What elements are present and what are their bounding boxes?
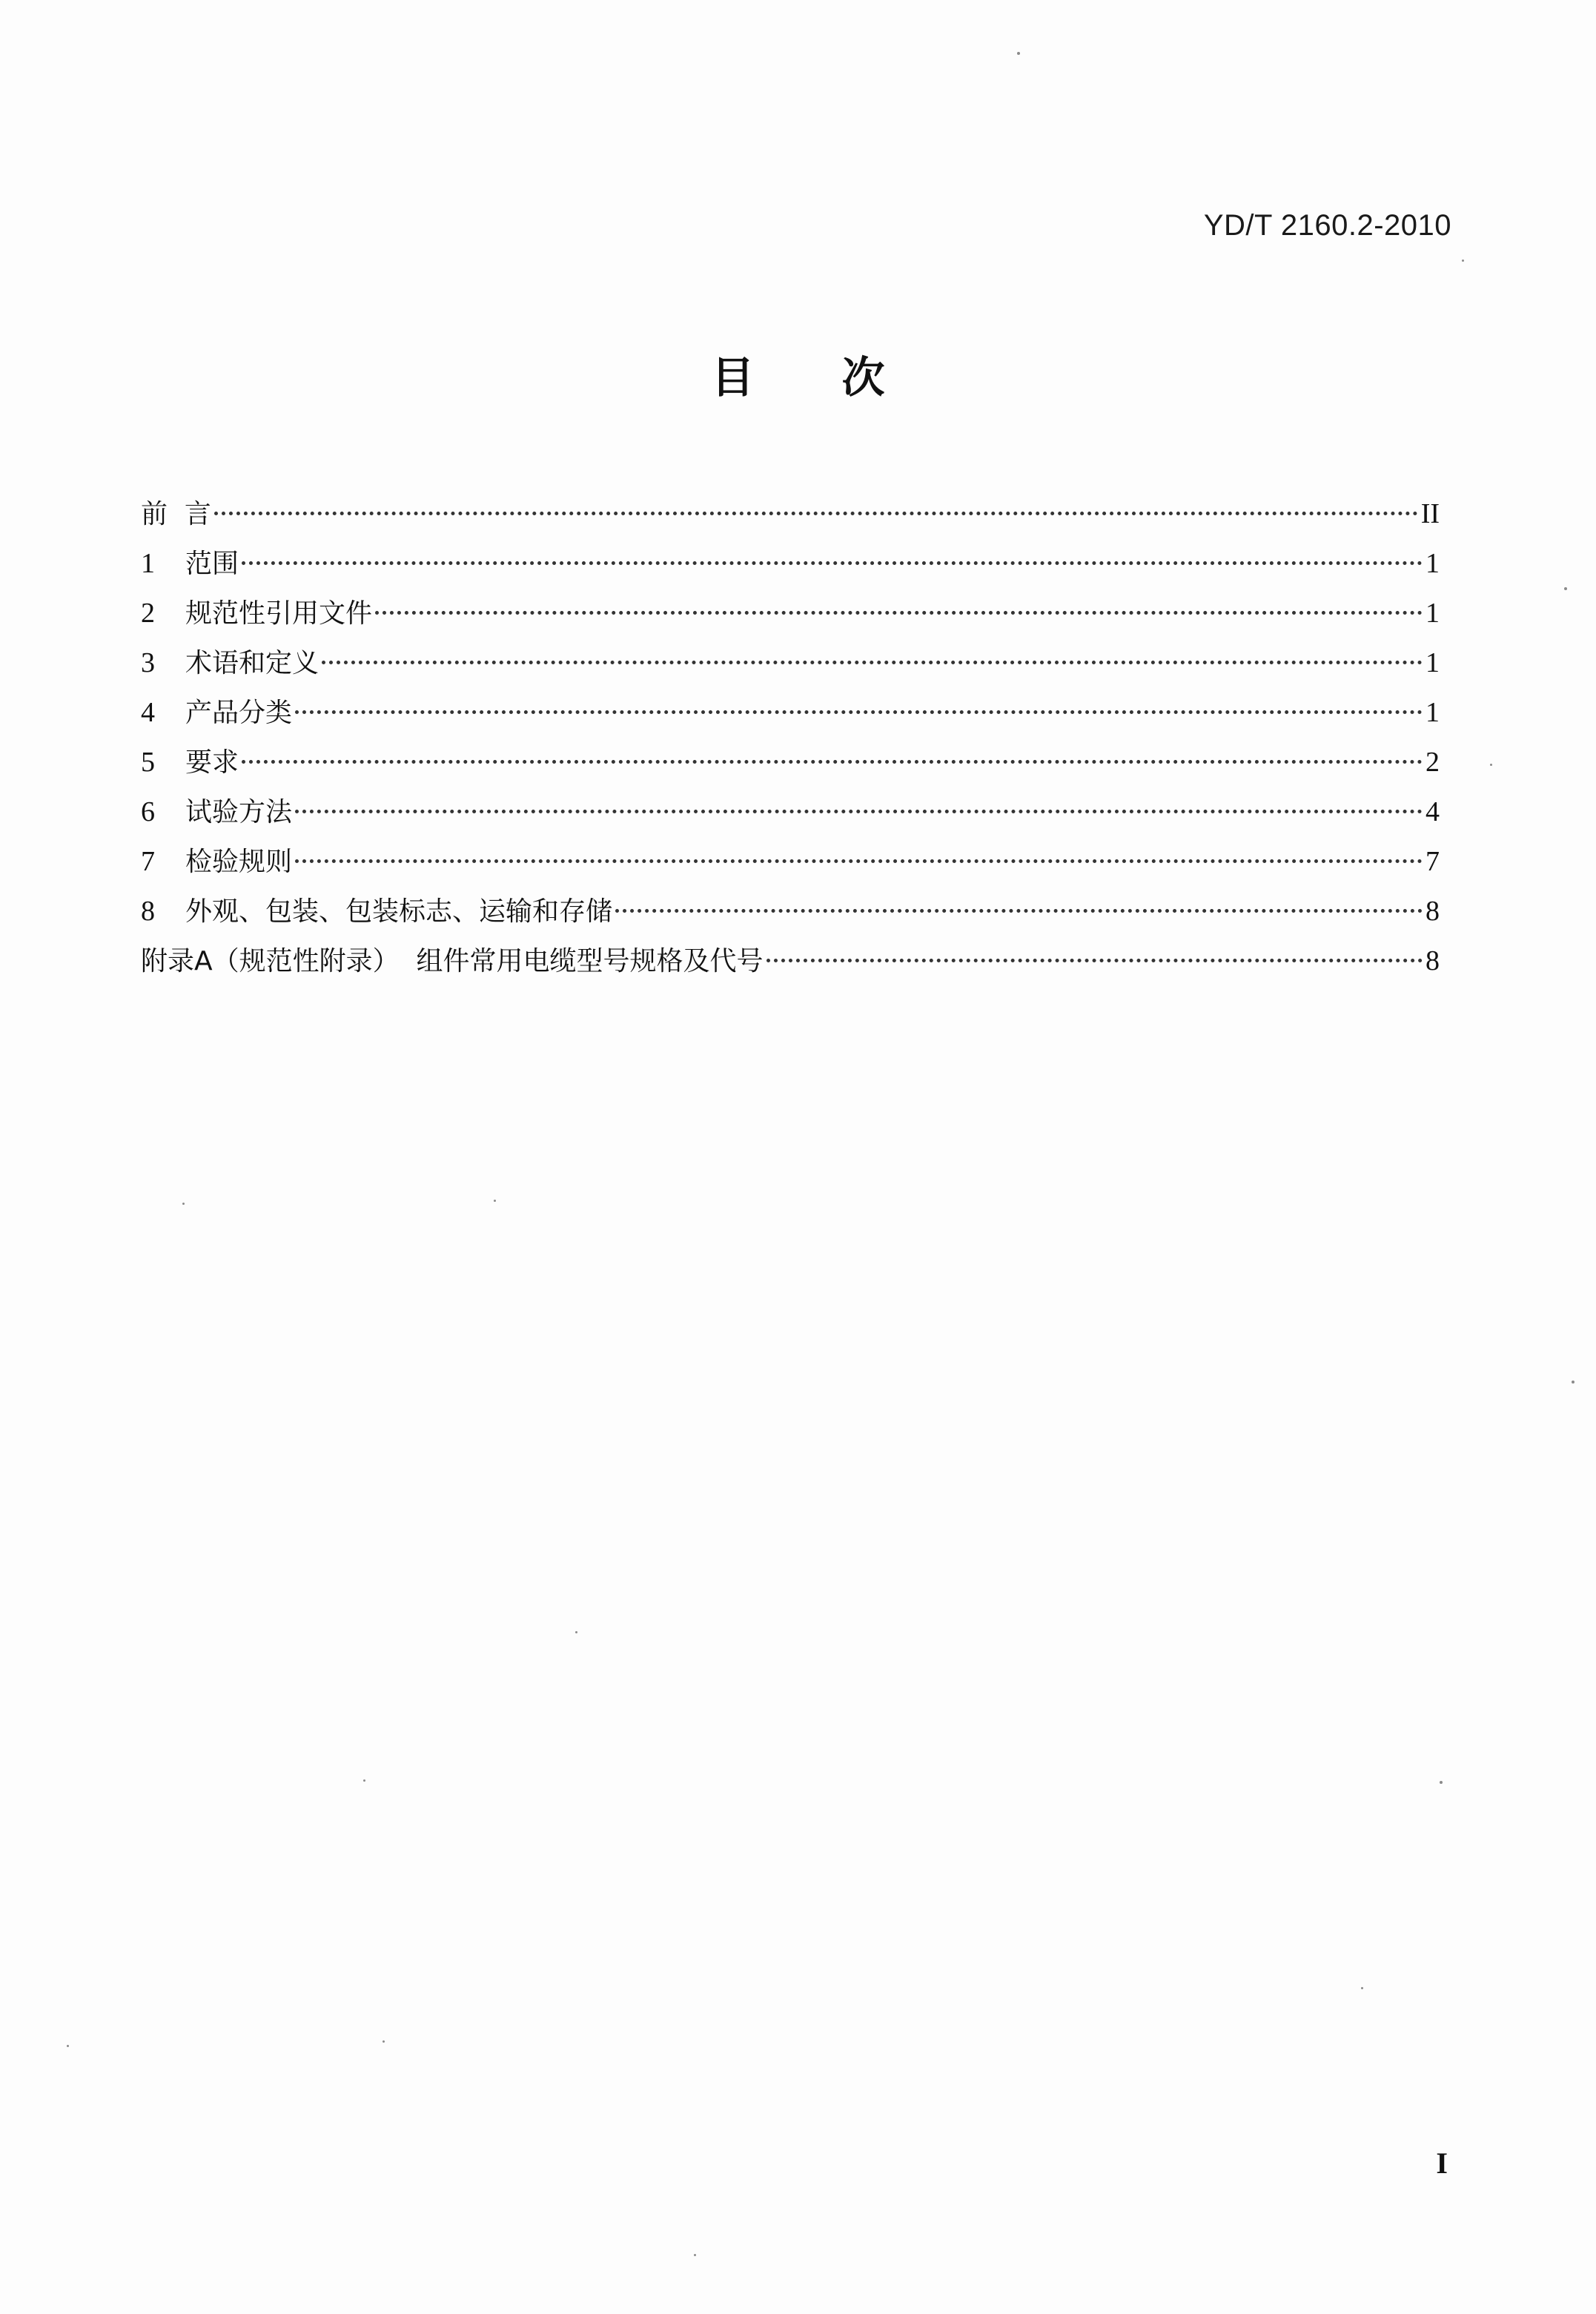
standard-code: YD/T 2160.2-2010: [1203, 209, 1451, 242]
toc-leader-dots: [295, 810, 1423, 813]
scan-speck: [182, 1203, 185, 1205]
toc-entry-number: 3: [141, 647, 155, 678]
toc-leader-dots: [242, 760, 1423, 764]
toc-entry-number: 8: [141, 896, 155, 927]
scan-speck: [494, 1200, 496, 1202]
toc-entry-number: 4: [141, 697, 155, 728]
toc-entry-page: 4: [1426, 796, 1440, 827]
scan-speck: [1017, 52, 1020, 55]
toc-entry-page: 7: [1426, 846, 1440, 877]
scan-speck: [1572, 1381, 1575, 1384]
toc-entry-5[interactable]: [141, 738, 1440, 787]
toc-entry-preface[interactable]: [141, 489, 1440, 539]
toc-leader-dots: [615, 909, 1423, 913]
table-of-contents: [141, 489, 1440, 986]
toc-entry-text: 附录A（规范性附录） 组件常用电缆型号规格及代号: [141, 946, 764, 976]
toc-leader-dots: [322, 661, 1423, 664]
scan-speck: [575, 1631, 577, 1633]
toc-title: [0, 343, 1596, 405]
toc-leader-dots: [295, 710, 1423, 714]
scan-speck: [1564, 587, 1567, 590]
toc-leader-dots: [766, 959, 1423, 962]
toc-entry-appendix-a[interactable]: [141, 936, 1440, 986]
toc-entry-text: 规范性引用文件: [185, 598, 373, 629]
toc-entry-text: 试验方法: [185, 797, 293, 827]
toc-entry-number: 2: [141, 598, 155, 629]
toc-entry-text: 要求: [185, 747, 239, 778]
toc-entry-page: 1: [1426, 598, 1440, 629]
toc-entry-page: 8: [1426, 945, 1440, 976]
scan-speck: [1490, 764, 1492, 766]
toc-entry-page: 1: [1426, 697, 1440, 728]
toc-entry-page: 2: [1426, 747, 1440, 778]
toc-title-part1: 目: [711, 352, 755, 403]
toc-entry-text: 检验规则: [185, 847, 293, 877]
toc-entry-number: 6: [141, 796, 155, 827]
toc-entry-8[interactable]: [141, 887, 1440, 936]
toc-entry-2[interactable]: [141, 589, 1440, 638]
toc-leader-dots: [242, 561, 1423, 565]
toc-entry-text: 外观、包装、包装标志、运输和存储: [185, 896, 613, 927]
toc-leader-dots: [375, 611, 1423, 615]
scan-speck: [363, 1779, 365, 1782]
toc-entry-page: II: [1420, 498, 1440, 529]
scan-speck: [67, 2045, 69, 2047]
toc-leader-dots: [295, 859, 1423, 863]
toc-entry-7[interactable]: [141, 837, 1440, 887]
scan-speck: [694, 2254, 696, 2256]
toc-entry-number: 5: [141, 747, 155, 778]
toc-entry-text: 范围: [185, 549, 239, 579]
toc-entry-text: 术语和定义: [185, 648, 319, 678]
scan-speck: [1462, 260, 1464, 262]
toc-entry-1[interactable]: [141, 539, 1440, 589]
toc-entry-text: 产品分类: [185, 698, 293, 728]
toc-entry-page: 1: [1426, 647, 1440, 678]
scan-speck: [1361, 1987, 1363, 1989]
scan-speck: [1440, 1781, 1443, 1784]
toc-entry-3[interactable]: [141, 638, 1440, 688]
toc-entry-number: 7: [141, 846, 155, 877]
scan-speck: [383, 2040, 385, 2043]
toc-entry-page: 8: [1426, 896, 1440, 927]
toc-entry-text: 前 言: [141, 499, 211, 529]
page-number: I: [1436, 2146, 1448, 2180]
toc-title-part2: 次: [841, 352, 885, 403]
toc-entry-number: 1: [141, 548, 155, 579]
toc-entry-page: 1: [1426, 548, 1440, 579]
toc-leader-dots: [214, 512, 1418, 515]
toc-entry-6[interactable]: [141, 787, 1440, 837]
toc-entry-4[interactable]: [141, 688, 1440, 738]
